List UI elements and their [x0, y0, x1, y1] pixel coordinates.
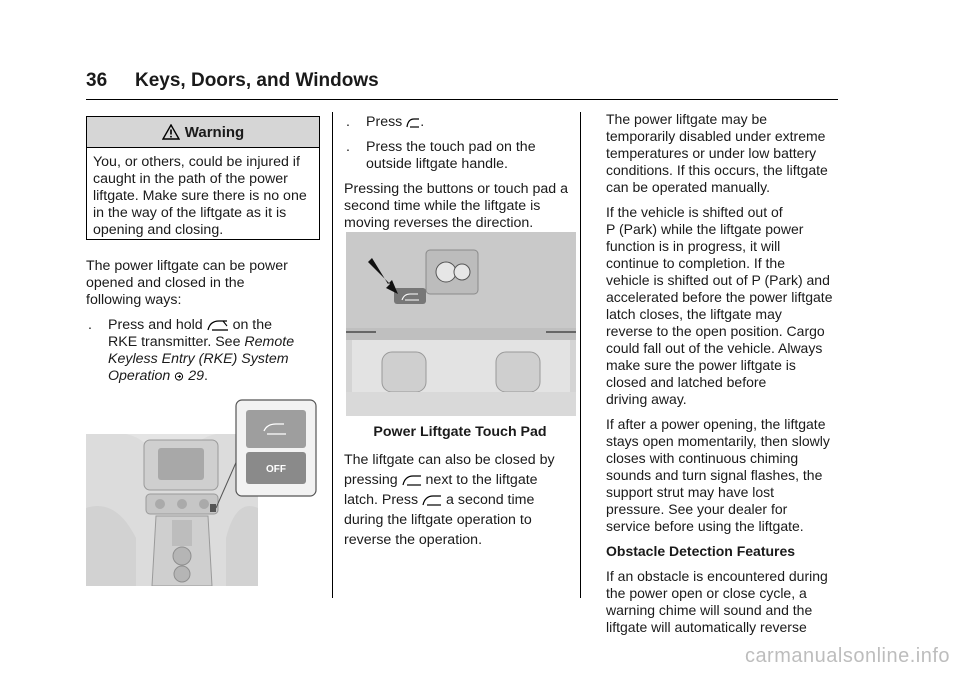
- paragraph-line: driving away.: [606, 391, 687, 407]
- bullet-text: Press: [366, 114, 403, 130]
- paragraph-line: support strut may have lost: [606, 484, 775, 500]
- interior-illustration: [86, 398, 318, 586]
- bullet-text: .: [420, 114, 425, 130]
- bullet-press-and-hold: [86, 317, 326, 385]
- bullet-text: Press and hold: [108, 317, 203, 333]
- paragraph-line: sounds and turn signal flashes, the: [606, 467, 823, 483]
- warning-triangle-icon: [162, 124, 180, 140]
- liftgate-icon: [207, 319, 229, 332]
- paragraph-line: If the vehicle is shifted out of: [606, 204, 783, 220]
- bullet-mark: .: [88, 317, 92, 333]
- strut-paragraph: [606, 416, 844, 535]
- shifted-paragraph: [606, 204, 844, 408]
- paragraph-line: conditions. If this occurs, the liftgate: [606, 162, 828, 178]
- paragraph-line: If after a power opening, the liftgate: [606, 416, 826, 432]
- paragraph-line: Pressing the buttons or touch pad a: [344, 181, 568, 197]
- paragraph-line: reverse to the open position. Cargo: [606, 323, 825, 339]
- paragraph-line: latch. Press: [344, 492, 419, 508]
- paragraph-line: warning chime will sound and the: [606, 602, 813, 618]
- liftgate-illustration: [346, 232, 576, 416]
- panel-off-label: OFF: [266, 464, 286, 475]
- intro-paragraph: [86, 258, 326, 309]
- paragraph-line: temporarily disabled under extreme: [606, 128, 826, 144]
- bullet-text: on the: [232, 317, 273, 333]
- column-divider-1: [332, 112, 333, 598]
- interior-figure: [86, 398, 318, 586]
- column-2-text: [344, 114, 576, 240]
- intro-line: opened and closed in the: [86, 275, 245, 291]
- cross-reference-link[interactable]: Operation: [108, 368, 171, 384]
- cross-reference-link[interactable]: Keyless Entry (RKE) System: [108, 351, 289, 367]
- paragraph-line: second time while the liftgate is: [344, 198, 541, 214]
- column-3-text: [606, 111, 844, 644]
- paragraph-line: moving reverses the direction.: [344, 215, 534, 231]
- paragraph-line: If an obstacle is encountered during: [606, 568, 828, 584]
- obstacle-detection-heading: Obstacle Detection Features: [606, 543, 796, 559]
- warning-box: [86, 116, 320, 240]
- paragraph-line: vehicle is shifted out of P (Park) and: [606, 272, 830, 288]
- liftgate-figure: [346, 232, 576, 416]
- page-number: 36: [86, 70, 108, 91]
- page-reference-icon: [174, 371, 184, 382]
- liftgate-icon: [402, 474, 422, 487]
- paragraph-line: liftgate will automatically reverse: [606, 619, 807, 635]
- paragraph-line: function is in progress, it will: [606, 238, 781, 254]
- warning-line: liftgate. Make sure there is no one: [93, 188, 307, 204]
- intro-line: following ways:: [86, 292, 182, 308]
- paragraph-line: stays open momentarily, then slowly: [606, 433, 830, 449]
- reverse-paragraph: [344, 181, 576, 232]
- close-paragraph: [344, 450, 576, 550]
- bullet-text: Press the touch pad on the: [366, 139, 536, 155]
- warning-title: Warning: [184, 123, 245, 141]
- paragraph-line: P (Park) while the liftgate power: [606, 221, 804, 237]
- paragraph-line: latch closes, the liftgate may: [606, 306, 782, 322]
- paragraph-line: continue to completion. If the: [606, 255, 785, 271]
- cross-reference-link[interactable]: Remote: [244, 334, 295, 350]
- bullet-mark: .: [346, 139, 350, 155]
- warning-line: You, or others, could be injured if: [93, 154, 300, 170]
- warning-line: in the way of the liftgate as it is: [93, 205, 287, 221]
- paragraph-line: pressure. See your dealer for: [606, 501, 788, 517]
- paragraph-line: could fall out of the vehicle. Always: [606, 340, 823, 356]
- column-2-lower-text: [344, 424, 576, 550]
- paragraph-line: make sure the power liftgate is: [606, 357, 796, 373]
- paragraph-line: accelerated before the power liftgate: [606, 289, 833, 305]
- paragraph-line: temperatures or under low battery: [606, 145, 817, 161]
- liftgate-icon: [406, 116, 420, 129]
- paragraph-line: pressing: [344, 472, 398, 488]
- bullet-mark: .: [346, 114, 350, 130]
- paragraph-line: closed and latched before: [606, 374, 767, 390]
- warning-header: [87, 117, 319, 148]
- warning-text: [87, 148, 319, 239]
- page-header: [86, 70, 838, 100]
- paragraph-line: The liftgate can also be closed by: [344, 452, 555, 468]
- paragraph-line: can be operated manually.: [606, 179, 770, 195]
- warning-line: opening and closing.: [93, 222, 224, 238]
- obstacle-paragraph: [606, 568, 844, 636]
- paragraph-line: service before using the liftgate.: [606, 518, 804, 534]
- paragraph-line: closes with continuous chiming: [606, 450, 799, 466]
- paragraph-line: during the liftgate operation to: [344, 512, 532, 528]
- paragraph-line: the power open or close cycle, a: [606, 585, 807, 601]
- page-reference[interactable]: 29: [188, 368, 204, 384]
- bullet-press-icon: [344, 114, 576, 131]
- liftgate-icon: [422, 494, 442, 507]
- bullet-touch-pad: [344, 139, 576, 173]
- figure-caption: Power Liftgate Touch Pad: [373, 424, 547, 440]
- watermark: carmanualsonline.info: [744, 645, 950, 667]
- paragraph-line: reverse the operation.: [344, 532, 483, 548]
- column-divider-2: [580, 112, 581, 598]
- bullet-text: RKE transmitter. See: [108, 334, 241, 350]
- column-1-text: [86, 258, 326, 393]
- intro-line: The power liftgate can be power: [86, 258, 288, 274]
- bullet-text: outside liftgate handle.: [366, 156, 508, 172]
- paragraph-line: a second time: [446, 492, 535, 508]
- warning-line: caught in the path of the power: [93, 171, 288, 187]
- header-rule: [86, 99, 838, 100]
- page-title: Keys, Doors, and Windows: [135, 70, 379, 91]
- disabled-paragraph: [606, 111, 844, 196]
- bullet-text: .: [204, 368, 208, 384]
- paragraph-line: next to the liftgate: [425, 472, 538, 488]
- paragraph-line: The power liftgate may be: [606, 111, 768, 127]
